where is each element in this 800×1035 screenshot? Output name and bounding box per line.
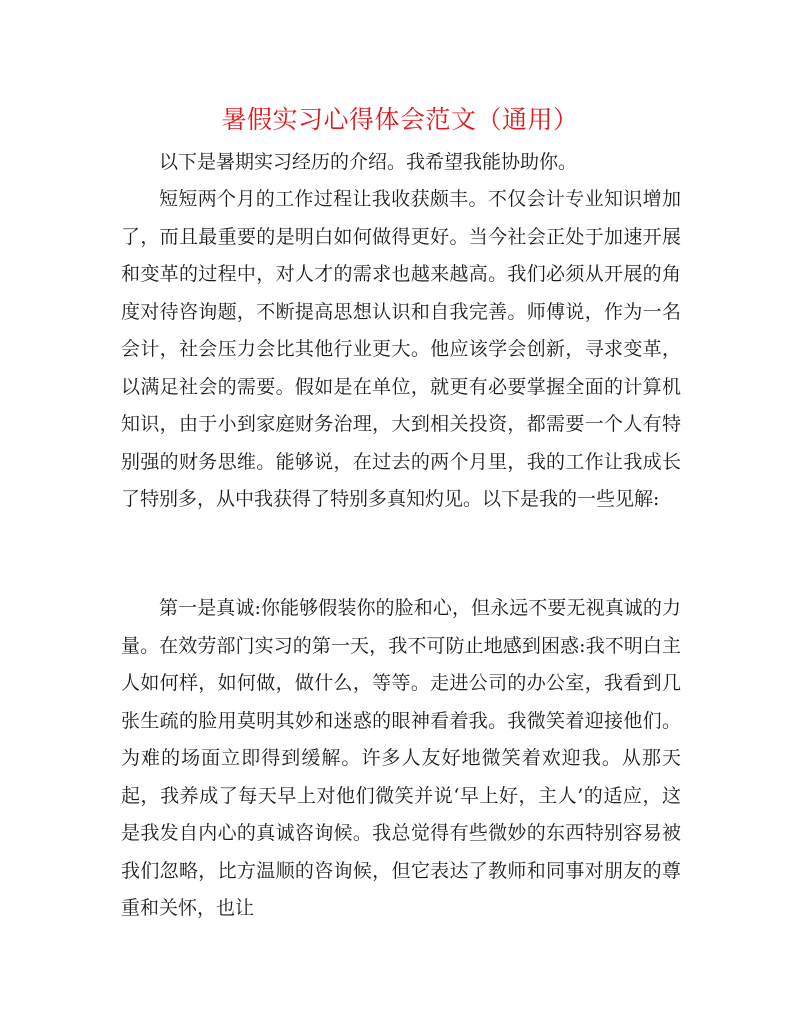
intro-paragraph bbox=[121, 144, 681, 182]
body-paragraph-2 bbox=[121, 590, 681, 928]
paragraph-1-text: 短短两个月的工作过程让我收获颇丰。不仅会计专业知识增加了，而且最重要的是明白如何做得更好。当今社会正处于加速开展和变革的过程中，对人才的需求也越来越高。我们必须从开展的角度对待咨询题，不断提高思想认识和自我完善。师傅说，作为一名会计，社会压力会比其他行业更大。他应该学会创新，寻求变革，以满足社会的需要。假如是在单位，就更有必要掌握全面的计算机知识，由于小到家庭财务治理，大到相关投资，都需要一个人有特别强的财务思维。能够说，在过去的两个月里，我的工作让我成长了特别多，从中我获得了特别多真知灼见。以下是我的一些见解: bbox=[121, 188, 681, 510]
intro-text: 以下是暑期实习经历的介绍。我希望我能协助你。 bbox=[159, 151, 578, 173]
document-title: 暑假实习心得体会范文（通用） bbox=[221, 105, 579, 134]
body-paragraph-1 bbox=[121, 181, 681, 519]
paragraph-2-text: 第一是真诚:你能够假装你的脸和心，但永远不要无视真诚的力量。在效劳部门实习的第一天，我不可防止地感到困惑:我不明白主人如何样，如何做，做什么，等等。走进公司的办公室，我看到几张生疏的脸用莫明其妙和迷惑的眼神看着我。我微笑着迎接他们。为难的场面立即得到缓解。许多人友好地微笑着欢迎我。从那天起，我养成了每天早上对他们微笑并说‘早上好，主人’的适应，这是我发自内心的真诚咨询候。我总觉得有些微妙的东西特别容易被我们忽略，比方温顺的咨询候，但它表达了教师和同事对朋友的尊重和关怀，也让 bbox=[121, 597, 681, 919]
